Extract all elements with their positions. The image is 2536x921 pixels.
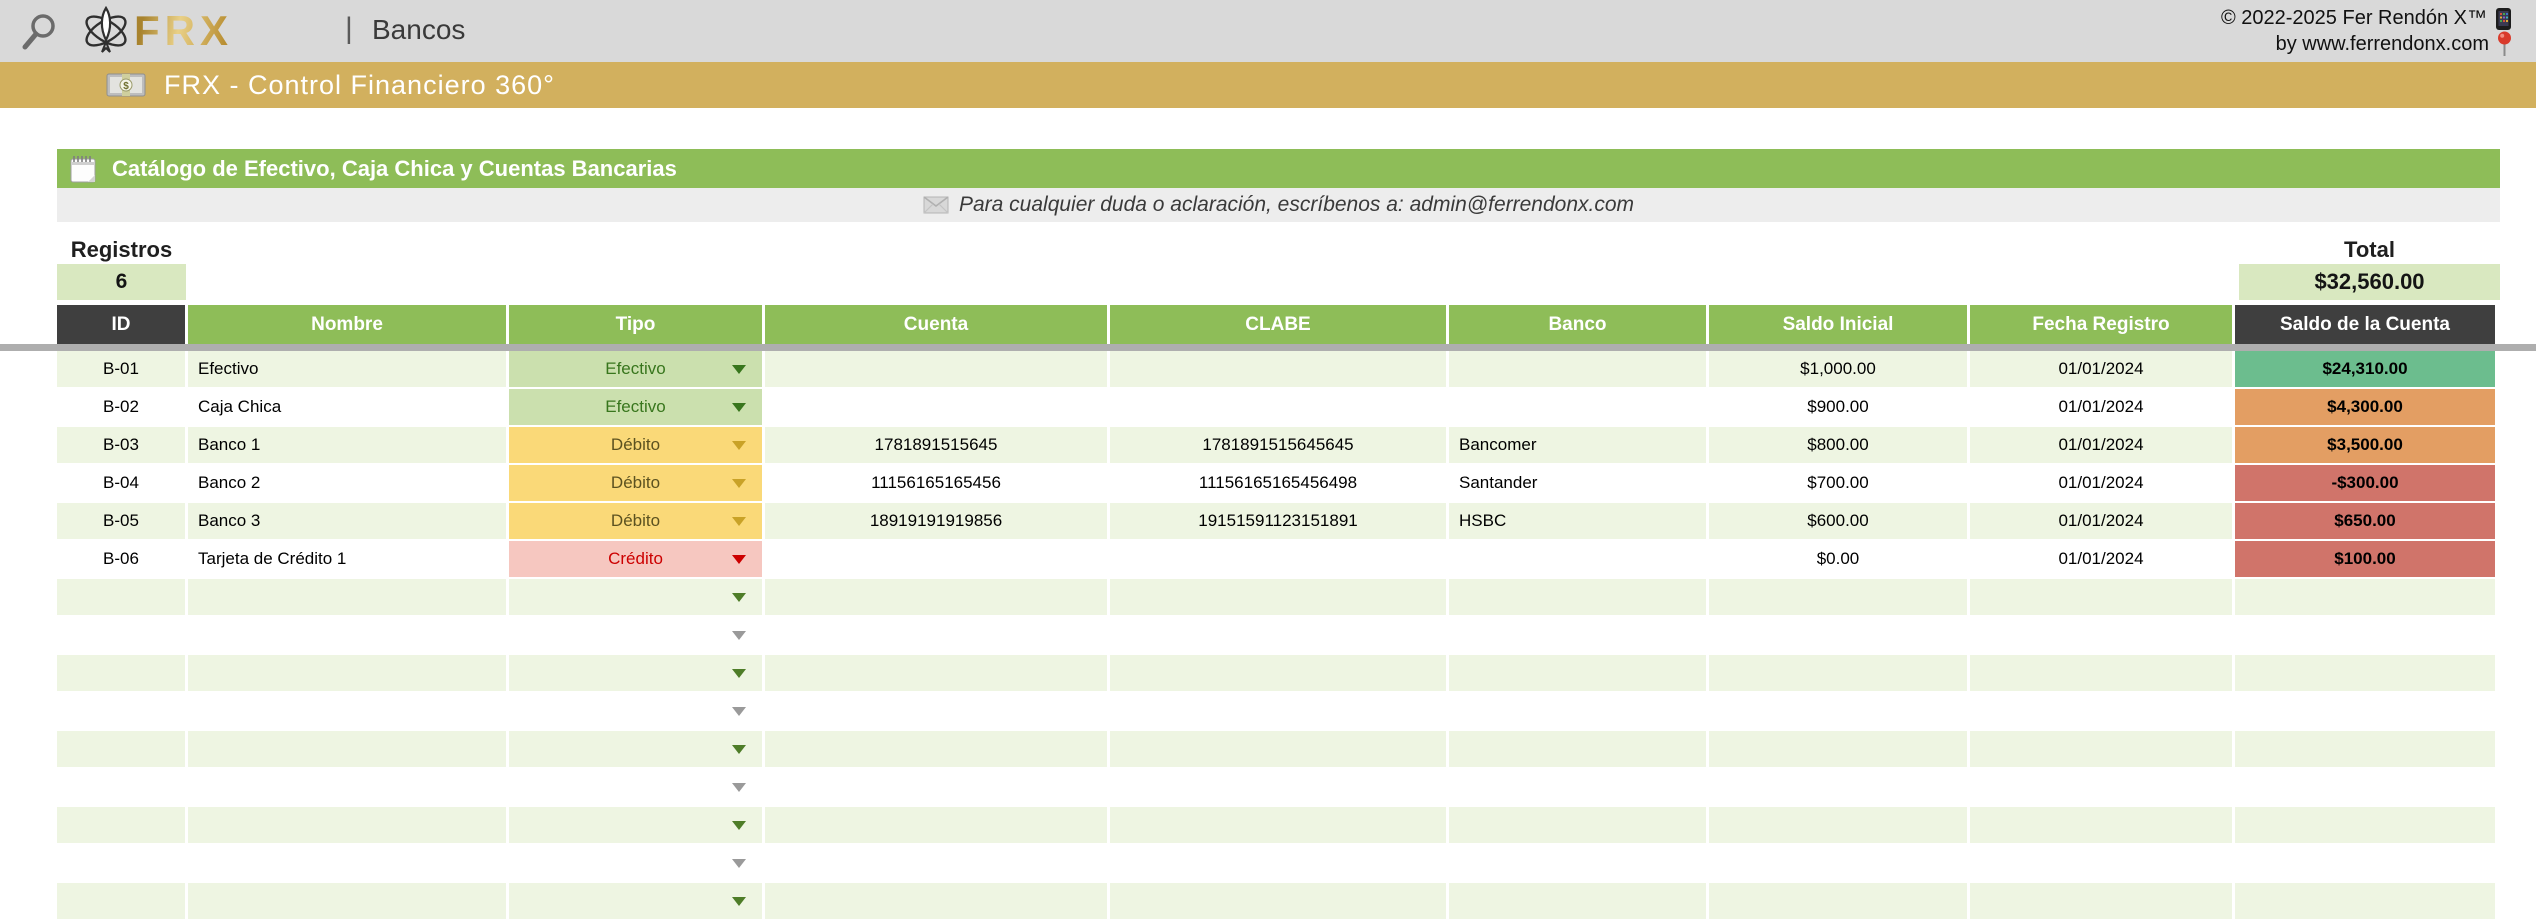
empty-cell[interactable] [2235,655,2495,691]
empty-cell[interactable] [765,807,1107,843]
dropdown-arrow-icon[interactable] [732,897,746,906]
cell-clabe[interactable]: 11156165165456498 [1110,465,1446,501]
empty-table-row [57,845,2498,881]
empty-cell[interactable] [57,845,185,881]
column-header-nombre: Nombre [188,305,506,344]
empty-table-row [57,579,2498,615]
empty-cell[interactable] [1709,883,1967,919]
empty-cell[interactable] [1449,693,1706,729]
dropdown-arrow-icon[interactable] [732,517,746,526]
empty-cell[interactable] [57,693,185,729]
cell-nombre[interactable]: Banco 2 [188,465,506,501]
table-row [57,389,2498,425]
empty-cell[interactable] [2235,769,2495,805]
dropdown-arrow-icon[interactable] [732,441,746,450]
empty-cell[interactable] [1110,883,1446,919]
tipo-dropdown[interactable]: Débito [509,427,762,463]
section-header [57,149,2500,188]
cell-id[interactable]: B-06 [57,541,185,577]
cell-saldo-inicial[interactable]: $0.00 [1709,541,1967,577]
cell-banco[interactable] [1449,389,1706,425]
empty-cell[interactable] [1449,807,1706,843]
dropdown-arrow-icon[interactable] [732,365,746,374]
dropdown-arrow-icon[interactable] [732,859,746,868]
empty-cell[interactable] [188,617,506,653]
cell-banco[interactable] [1449,541,1706,577]
dropdown-arrow-icon[interactable] [732,783,746,792]
cell-saldo-inicial[interactable]: $800.00 [1709,427,1967,463]
notepad-icon [68,154,98,184]
empty-cell[interactable] [509,845,762,881]
empty-cell[interactable] [188,769,506,805]
empty-cell[interactable] [188,579,506,615]
empty-cell[interactable] [1709,845,1967,881]
tipo-dropdown[interactable]: Débito [509,503,762,539]
empty-cell[interactable] [1970,807,2232,843]
cell-id[interactable]: B-01 [57,351,185,387]
cell-tipo [509,351,762,387]
empty-cell[interactable] [1449,845,1706,881]
empty-cell[interactable] [1709,693,1967,729]
copyright-block [2221,6,2512,57]
empty-table-row [57,693,2498,729]
empty-cell[interactable] [1449,617,1706,653]
dropdown-arrow-icon[interactable] [732,669,746,678]
empty-cell[interactable] [509,655,762,691]
pin-icon [2497,31,2512,57]
empty-cell[interactable] [509,807,762,843]
cell-saldo-cuenta: $100.00 [2235,541,2495,577]
column-header-cuenta: Cuenta [765,305,1107,344]
cell-fecha-registro[interactable]: 01/01/2024 [1970,351,2232,387]
search-icon[interactable] [20,11,58,51]
empty-cell[interactable] [765,693,1107,729]
empty-cell[interactable] [509,617,762,653]
contact-note [57,188,2500,222]
cell-saldo-inicial[interactable]: $600.00 [1709,503,1967,539]
cell-saldo-inicial[interactable]: $700.00 [1709,465,1967,501]
empty-cell[interactable] [57,807,185,843]
tipo-dropdown[interactable]: Efectivo [509,389,762,425]
empty-cell[interactable] [765,769,1107,805]
empty-cell[interactable] [1110,845,1446,881]
cell-tipo [509,541,762,577]
empty-cell[interactable] [1449,655,1706,691]
table-body [57,351,2498,921]
cell-cuenta[interactable] [765,541,1107,577]
empty-cell[interactable] [57,579,185,615]
empty-cell[interactable] [1970,883,2232,919]
dropdown-arrow-icon[interactable] [732,555,746,564]
contact-note-text: Para cualquier duda o aclaración, escríbenos a: admin@ferrendonx.com [958,193,1635,216]
empty-cell[interactable] [1449,883,1706,919]
empty-cell[interactable] [2235,579,2495,615]
column-header-id: ID [57,305,185,344]
cell-nombre[interactable]: Banco 3 [188,503,506,539]
cell-cuenta[interactable] [765,351,1107,387]
copyright-text: © 2022-2025 Fer Rendón X™ [2220,7,2487,29]
empty-cell[interactable] [57,655,185,691]
empty-cell[interactable] [188,655,506,691]
empty-cell[interactable] [57,883,185,919]
cell-saldo-cuenta: $3,500.00 [2235,427,2495,463]
brand-name: FRX [134,7,233,54]
cell-clabe[interactable] [1110,351,1446,387]
brand-logo[interactable] [78,2,233,60]
empty-cell[interactable] [1110,731,1446,767]
table-row [57,541,2498,577]
cell-saldo-inicial[interactable]: $1,000.00 [1709,351,1967,387]
table-row [57,465,2498,501]
empty-cell[interactable] [1110,693,1446,729]
column-header-tipo: Tipo [509,305,762,344]
envelope-icon [923,196,949,214]
empty-table-row [57,769,2498,805]
cell-fecha-registro[interactable]: 01/01/2024 [1970,465,2232,501]
app-banner [0,62,2536,108]
page-title: Bancos [372,14,466,45]
cell-clabe[interactable]: 19151591123151891 [1110,503,1446,539]
empty-cell[interactable] [1970,845,2232,881]
table-row [57,351,2498,387]
cell-banco[interactable]: Santander [1449,465,1706,501]
cell-tipo [509,427,762,463]
empty-cell[interactable] [509,693,762,729]
empty-cell[interactable] [188,883,506,919]
registros-count: 6 [57,264,186,300]
dropdown-arrow-icon[interactable] [732,593,746,602]
dropdown-arrow-icon[interactable] [732,745,746,754]
empty-table-row [57,807,2498,843]
empty-cell[interactable] [2235,693,2495,729]
frozen-row-divider [0,344,2536,351]
cell-tipo [509,465,762,501]
empty-cell[interactable] [1449,731,1706,767]
cell-id[interactable]: B-05 [57,503,185,539]
cell-cuenta[interactable]: 18919191919856 [765,503,1107,539]
phone-icon [2495,7,2512,31]
column-header-saldo-inicial: Saldo Inicial [1709,305,1967,344]
cell-banco[interactable]: Bancomer [1449,427,1706,463]
cell-saldo-inicial[interactable]: $900.00 [1709,389,1967,425]
cell-tipo [509,503,762,539]
empty-table-row [57,617,2498,653]
table-row [57,503,2498,539]
empty-cell[interactable] [1110,769,1446,805]
cell-saldo-cuenta: $4,300.00 [2235,389,2495,425]
table-row [57,427,2498,463]
cell-banco[interactable]: HSBC [1449,503,1706,539]
dropdown-arrow-icon[interactable] [732,403,746,412]
empty-cell[interactable] [1970,655,2232,691]
cell-fecha-registro[interactable]: 01/01/2024 [1970,541,2232,577]
empty-cell[interactable] [57,617,185,653]
cell-nombre[interactable]: Banco 1 [188,427,506,463]
empty-cell[interactable] [1709,731,1967,767]
registros-label: Registros [70,237,173,262]
empty-cell[interactable] [1709,655,1967,691]
empty-cell[interactable] [1970,617,2232,653]
empty-cell[interactable] [765,579,1107,615]
empty-cell[interactable] [2235,807,2495,843]
cell-fecha-registro[interactable]: 01/01/2024 [1970,503,2232,539]
cell-nombre[interactable]: Tarjeta de Crédito 1 [188,541,506,577]
empty-cell[interactable] [57,731,185,767]
banner-title: FRX - Control Financiero 360° [164,69,555,100]
column-header-saldo-de-la-cuenta: Saldo de la Cuenta [2235,305,2495,344]
empty-cell[interactable] [1970,731,2232,767]
empty-cell[interactable] [188,807,506,843]
empty-cell[interactable] [765,655,1107,691]
total-label: Total [2344,237,2395,262]
empty-cell[interactable] [509,883,762,919]
empty-cell[interactable] [1709,807,1967,843]
cell-cuenta[interactable] [765,389,1107,425]
svg-text:$: $ [123,81,129,92]
column-header-banco: Banco [1449,305,1706,344]
empty-cell[interactable] [1709,579,1967,615]
title-divider: | [345,12,353,45]
empty-table-row [57,883,2498,919]
column-header-clabe: CLABE [1110,305,1446,344]
dropdown-arrow-icon[interactable] [732,821,746,830]
empty-cell[interactable] [1970,769,2232,805]
cell-clabe[interactable]: 1781891515645645 [1110,427,1446,463]
cell-nombre[interactable]: Caja Chica [188,389,506,425]
empty-cell[interactable] [2235,883,2495,919]
top-app-bar [0,0,2536,62]
empty-cell[interactable] [1110,617,1446,653]
empty-cell[interactable] [2235,731,2495,767]
cell-id[interactable]: B-03 [57,427,185,463]
empty-cell[interactable] [765,845,1107,881]
section-title: Catálogo de Efectivo, Caja Chica y Cuentas Bancarias [112,155,677,181]
empty-cell[interactable] [509,731,762,767]
empty-cell[interactable] [1110,655,1446,691]
cell-clabe[interactable] [1110,541,1446,577]
cell-id[interactable]: B-02 [57,389,185,425]
empty-cell[interactable] [1709,617,1967,653]
cell-saldo-cuenta: $24,310.00 [2235,351,2495,387]
empty-table-row [57,655,2498,691]
empty-cell[interactable] [57,769,185,805]
dropdown-arrow-icon[interactable] [732,631,746,640]
dropdown-arrow-icon[interactable] [732,707,746,716]
empty-cell[interactable] [509,769,762,805]
tipo-dropdown[interactable]: Efectivo [509,351,762,387]
cell-saldo-cuenta: $650.00 [2235,503,2495,539]
cell-cuenta[interactable]: 1781891515645 [765,427,1107,463]
empty-cell[interactable] [188,693,506,729]
empty-cell[interactable] [2235,845,2495,881]
cell-tipo [509,389,762,425]
empty-cell[interactable] [1110,579,1446,615]
cell-id[interactable]: B-04 [57,465,185,501]
empty-cell[interactable] [1449,769,1706,805]
empty-cell[interactable] [765,883,1107,919]
dropdown-arrow-icon[interactable] [732,479,746,488]
empty-cell[interactable] [1970,693,2232,729]
byline-url[interactable]: by www.ferrendonx.com [2275,32,2489,55]
empty-cell[interactable] [765,731,1107,767]
cell-fecha-registro[interactable]: 01/01/2024 [1970,427,2232,463]
cell-fecha-registro[interactable]: 01/01/2024 [1970,389,2232,425]
empty-cell[interactable] [1970,579,2232,615]
rocket-logo-icon [78,2,134,60]
banknote-icon [106,71,146,99]
empty-cell[interactable] [188,731,506,767]
empty-cell[interactable] [765,617,1107,653]
empty-cell[interactable] [1709,769,1967,805]
cell-cuenta[interactable]: 11156165165456 [765,465,1107,501]
empty-cell[interactable] [1110,807,1446,843]
empty-cell[interactable] [2235,617,2495,653]
tipo-dropdown[interactable]: Débito [509,465,762,501]
total-value: $32,560.00 [2239,264,2500,300]
tipo-dropdown[interactable]: Crédito [509,541,762,577]
cell-banco[interactable] [1449,351,1706,387]
empty-cell[interactable] [188,845,506,881]
cell-clabe[interactable] [1110,389,1446,425]
table-header-row [57,305,2498,344]
cell-saldo-cuenta: -$300.00 [2235,465,2495,501]
cell-nombre[interactable]: Efectivo [188,351,506,387]
empty-table-row [57,731,2498,767]
empty-cell[interactable] [509,579,762,615]
empty-cell[interactable] [1449,579,1706,615]
column-header-fecha-registro: Fecha Registro [1970,305,2232,344]
